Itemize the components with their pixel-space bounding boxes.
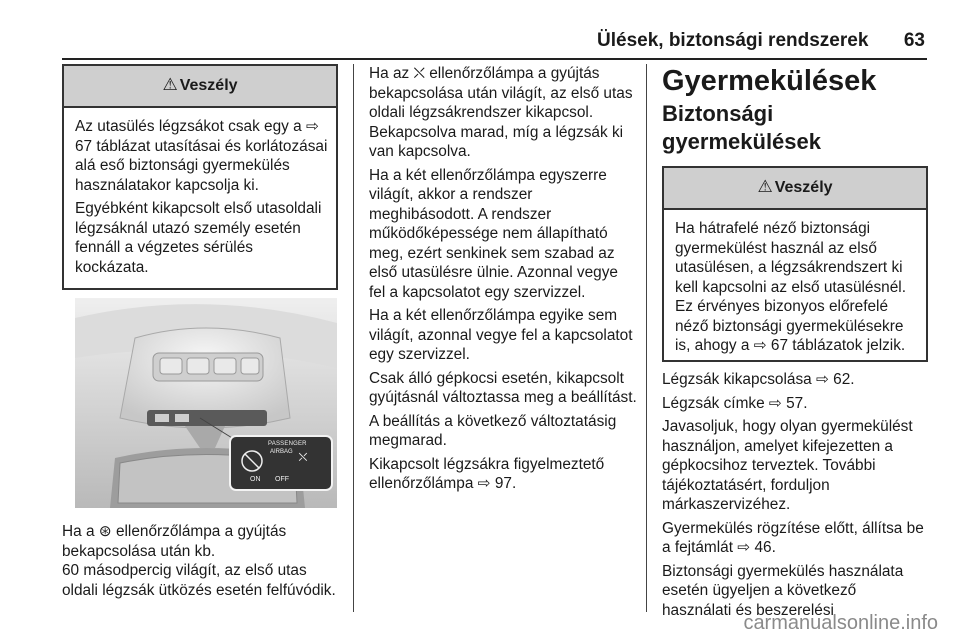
overhead-console-photo bbox=[75, 298, 337, 508]
body-paragraph: Ha az ⛌ ellenőrzőlámpa a gyújtás bekapcsolása után világít, az első utas oldali légzsákrendszer kikapcsol. Bekapcsolva marad, míg a légzsák ki van kapcsolva. bbox=[369, 65, 633, 160]
caption-text: 60 másodpercig világít, az első utas oldali légzsák ütközés esetén felfúvódik. bbox=[62, 562, 336, 599]
warning-header bbox=[664, 168, 926, 210]
warning-box bbox=[662, 166, 928, 362]
page-number: 63 bbox=[903, 30, 925, 51]
body-paragraph: Légzsák kikapcsolása ⇨ 62. bbox=[662, 371, 855, 388]
warning-text: Egyébként kikapcsolt első utasoldali légzsáknál utazó személy esetén fennáll a végzetes sérülés kockázata. bbox=[75, 200, 322, 276]
body-paragraph: Gyermekülés rögzítése előtt, állítsa be a fejtámlát ⇨ 46. bbox=[662, 519, 924, 556]
warning-triangle-icon: ⚠ bbox=[162, 75, 178, 96]
column-divider-2 bbox=[646, 64, 647, 612]
warning-text: Az utasülés légzsákot csak egy a ⇨ 67 táblázat utasításai és korlátozásai alá eső biztonsági gyermekülés használatakor kapcsolja ki. bbox=[75, 118, 328, 194]
warning-triangle-icon: ⚠ bbox=[757, 177, 773, 198]
warning-body bbox=[664, 210, 926, 367]
body-paragraph: Ha a két ellenőrzőlámpa egyszerre világít, akkor a rendszer meghibásodott. A rendszer működőképessége nem állapítható meg, ezért senkinek sem szabad az első utasülésre ülnie. Azonnal vegye fel a kapcsolatot egy szervizzel. bbox=[369, 166, 618, 301]
section-subtitle: Biztonsági gyermekülések bbox=[662, 101, 821, 154]
photo-label-on: ON bbox=[250, 476, 261, 483]
body-paragraph: A beállítás a következő változtatásig megmarad. bbox=[369, 412, 617, 449]
chapter-title: Ülések, biztonsági rendszerek bbox=[597, 30, 869, 51]
photo-label-airbag: AIRBAG bbox=[270, 449, 293, 455]
svg-text:⛌: ⛌ bbox=[298, 450, 308, 464]
warning-header bbox=[64, 66, 336, 108]
body-paragraph: Biztonsági gyermekülés használata esetén ügyeljen a következő használati és beszerelési bbox=[662, 562, 904, 619]
photo-label-off: OFF bbox=[275, 476, 289, 483]
column-divider-1 bbox=[353, 64, 354, 612]
column-1-caption bbox=[62, 522, 344, 600]
photo-label-passenger: PASSENGER bbox=[268, 441, 307, 447]
section-title: Gyermekülések bbox=[662, 65, 877, 97]
caption-text: Ha a ⊛ ellenőrzőlámpa a gyújtás bekapcsolása után kb. bbox=[62, 523, 287, 560]
warning-text: Ha hátrafelé néző biztonsági gyermekülést használ az első utasülésen, a légzsákrendszert ki kell kapcsolni az első utasülésnél. Ez érvényes bizonyos előrefelé néző biztonsági gyermekülésekre is, ahogy a ⇨ 67 táblázatok jelzik. bbox=[675, 220, 906, 354]
warning-box bbox=[62, 64, 338, 290]
warning-body bbox=[64, 108, 336, 288]
body-paragraph: Ha a két ellenőrzőlámpa egyike sem világít, azonnal vegye fel a kapcsolatot egy szervizzel. bbox=[369, 307, 633, 363]
page-header bbox=[62, 24, 927, 60]
body-paragraph: Kikapcsolt légzsákra figyelmeztető ellenőrzőlámpa ⇨ 97. bbox=[369, 455, 605, 492]
column-1 bbox=[62, 64, 338, 290]
body-paragraph: Javasoljuk, hogy olyan gyermekülést használjon, amelyet kifejezetten a gépkocsihoz terveztek. További tájékoztatásért, forduljon márkaszervizéhez. bbox=[662, 418, 913, 513]
body-paragraph: Légzsák címke ⇨ 57. bbox=[662, 394, 808, 412]
column-2 bbox=[369, 64, 637, 498]
column-3 bbox=[662, 64, 928, 624]
body-paragraph: Csak álló gépkocsi esetén, kikapcsolt gyújtásnál változtassa meg a beállítást. bbox=[369, 369, 637, 406]
watermark: carmanualsonline.info bbox=[743, 612, 938, 634]
warning-title: Veszély bbox=[179, 77, 238, 95]
warning-title: Veszély bbox=[774, 179, 833, 197]
